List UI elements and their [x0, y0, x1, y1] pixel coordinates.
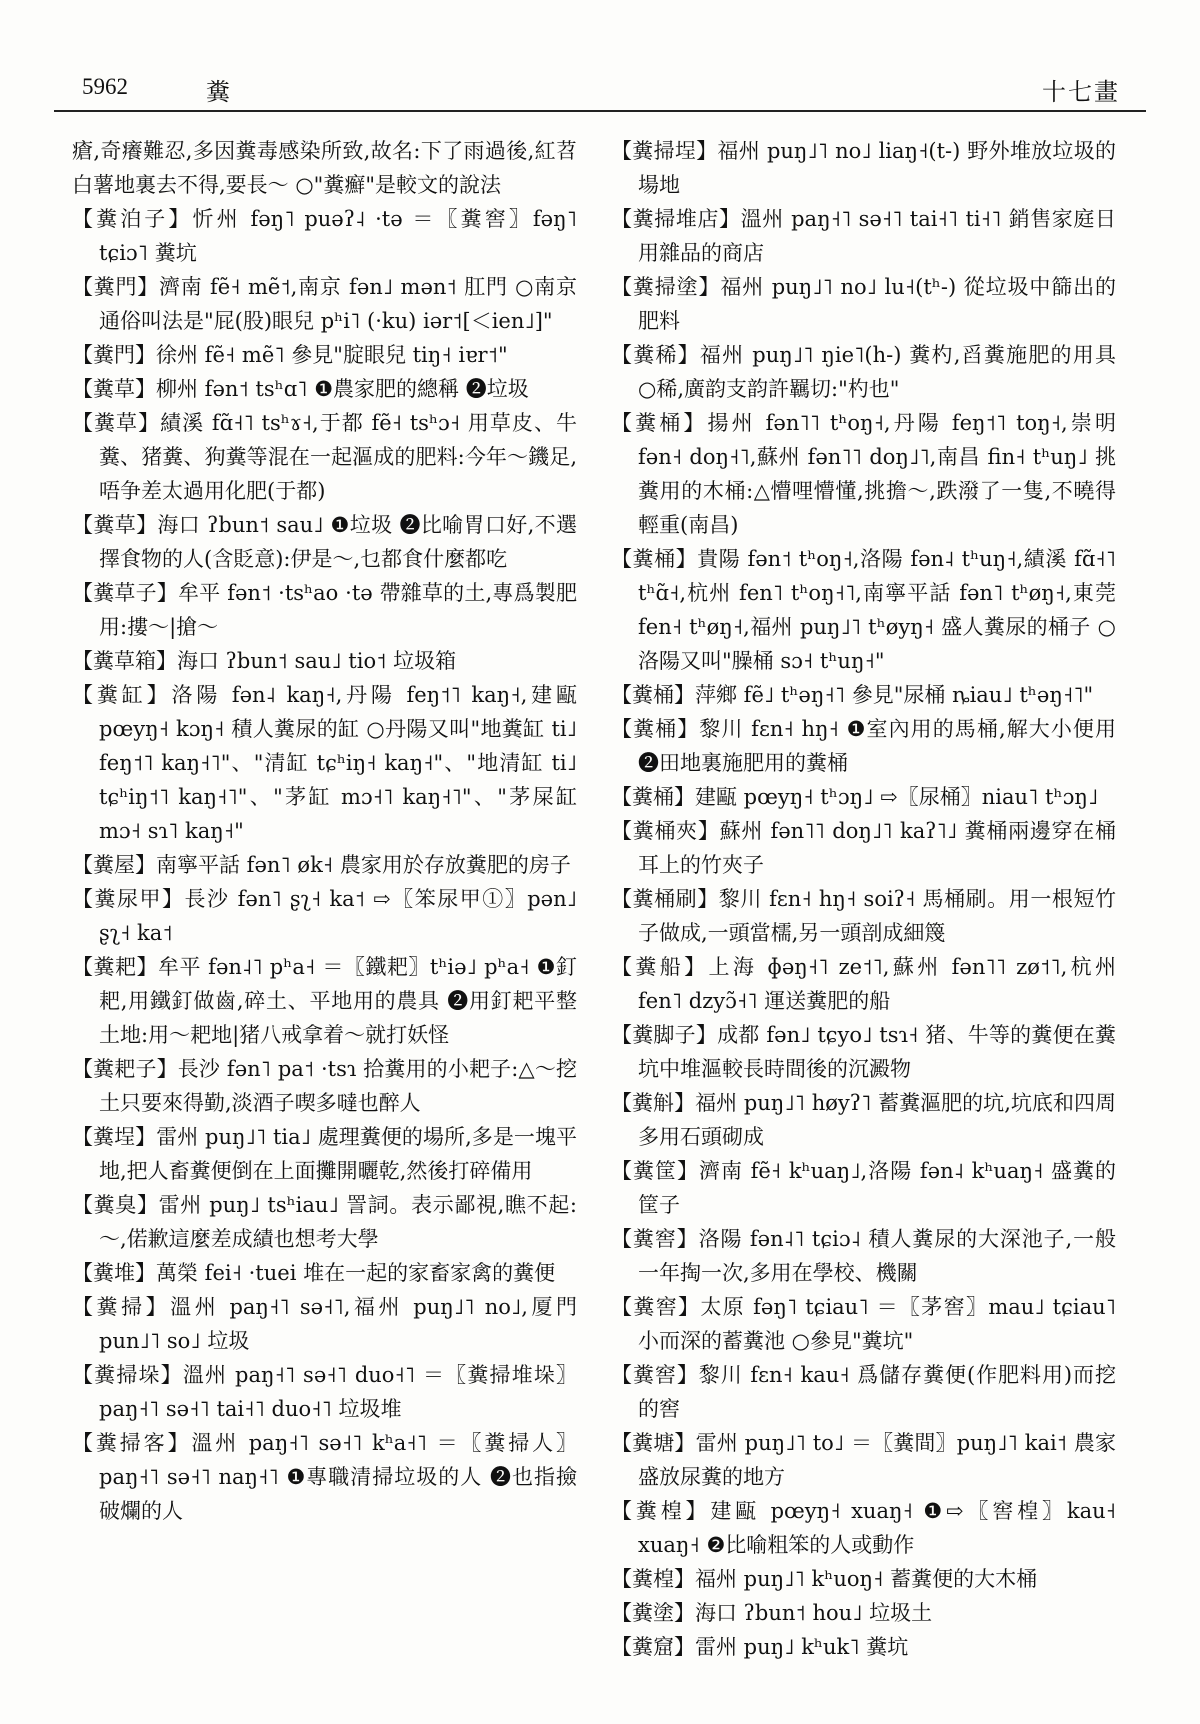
dictionary-entry: 【糞桶】建甌 pœyŋ˧ tʰɔŋ˩ ⇨〖尿桶〗niau˥ tʰɔŋ˩ — [611, 785, 1099, 809]
dictionary-entry: 【糞塗】海口 ʔbun˦ hou˩ 垃圾土 — [611, 1601, 933, 1625]
dictionary-entry: 【糞臭】雷州 puŋ˩ tsʰiau˩ 詈詞。表示鄙視,瞧不起:～,偌歉這麼差成績也想考大學 — [72, 1193, 577, 1251]
dictionary-entry: 【糞桶】萍鄉 fẽ˩ tʰəŋ˧˥ 參見"尿桶 ȵiau˩ tʰəŋ˧˥" — [611, 683, 1094, 707]
dictionary-entry: 【糞堆】萬榮 fei˧ ·tuei 堆在一起的家畜家禽的糞便 — [72, 1261, 556, 1285]
dictionary-entry: 【糞窖】洛陽 fən˨˥ tɕiɔ˨ 積人糞尿的大深池子,一般一年掏一次,多用在學校、機關 — [611, 1227, 1116, 1285]
dictionary-entry: 【糞屋】南寧平話 fən˥ øk˧ 農家用於存放糞肥的房子 — [72, 853, 571, 877]
dictionary-entry: 【糞草】績溪 fɑ̃˧˥ tsʰɤ˧,于都 fẽ˧ tsʰɔ˧ 用草皮、牛糞、猪糞、狗糞等混在一起漚成的肥料:今年～鐖足,唔争差太過用化肥(于都) — [72, 411, 577, 503]
dictionary-entry: 【糞窖】黎川 fɛn˧ kau˧ 爲儲存糞便(作肥料用)而挖的窖 — [611, 1363, 1116, 1421]
dictionary-entry: 【糞門】徐州 fẽ˧ mẽ˥ 參見"腚眼兒 tiŋ˧ iɐr˦" — [72, 343, 508, 367]
page-number: 5962 — [82, 74, 128, 99]
dictionary-entry: 【糞草箱】海口 ʔbun˦ sau˩ tio˦ 垃圾箱 — [72, 649, 457, 673]
dictionary-entry: 【糞桶】揚州 fən˥˥ tʰoŋ˧,丹陽 feŋ˦˥ toŋ˧,崇明 fən˧ doŋ˧˥,蘇州 fən˥˥ doŋ˩˥,南昌 fin˧ tʰuŋ˩ 挑糞用的木桶:△懵哩懵懂,挑擔～,跌潑了一隻,不曉得輕重(南昌) — [611, 411, 1116, 537]
dictionary-entry: 【糞桶夾】蘇州 fən˥˥ doŋ˩˥ kaʔ˥˩ 糞桶兩邊穿在桶耳上的竹夾子 — [611, 819, 1116, 877]
dictionary-entry: 【糞掃垛】溫州 paŋ˧˥ sə˧˥ duo˧˥ ＝〖糞掃堆垛〗paŋ˧˥ sə˧˥ tai˧˥ duo˧˥ 垃圾堆 — [72, 1363, 577, 1421]
dictionary-entry: 【糞斛】福州 puŋ˩˥ høyʔ˥ 蓄糞漚肥的坑,坑底和四周多用石頭砌成 — [611, 1091, 1116, 1149]
dictionary-entry: 【糞草】海口 ʔbun˦ sau˩ ❶垃圾 ❷比喻胃口好,不選擇食物的人(含貶意):伊是～,乜都食什麼都吃 — [72, 513, 577, 571]
dictionary-entry: 【糞塘】雷州 puŋ˩˥ to˩ ＝〖糞間〗puŋ˩˥ kai˦ 農家盛放尿糞的地方 — [611, 1431, 1116, 1489]
dictionary-entry: 【糞掃堆店】溫州 paŋ˧˥ sə˧˥ tai˧˥ ti˧˥ 銷售家庭日用雜品的商店 — [611, 207, 1116, 265]
dictionary-entry: 【糞筐】濟南 fẽ˧ kʰuaŋ˩,洛陽 fən˨ kʰuaŋ˧ 盛糞的筐子 — [611, 1159, 1116, 1217]
dictionary-entry: 【糞掃】溫州 paŋ˧˥ sə˧˥,福州 puŋ˩˥ no˩,厦門 pun˩˥ so˩ 垃圾 — [72, 1295, 577, 1353]
dictionary-entry: 【糞埕】雷州 puŋ˩˥ tia˩ 處理糞便的場所,多是一塊平地,把人畜糞便倒在上面攤開曬乾,然後打碎備用 — [72, 1125, 577, 1183]
dictionary-entry: 【糞尿甲】長沙 fən˥ ʂʅ˧ ka˦ ⇨〖笨尿甲①〗pən˩ ʂʅ˧ ka˦ — [72, 887, 577, 945]
dictionary-entry: 【糞窟】雷州 puŋ˩ kʰuk˥ 糞坑 — [611, 1635, 909, 1659]
dictionary-entry: 【糞門】濟南 fẽ˧ mẽ˦,南京 fən˩ mən˦ 肛門 ○南京通俗叫法是"屁(股)眼兒 pʰi˥ (·ku) iər˦[＜ien˩]" — [72, 275, 577, 333]
dictionary-entry: 【糞耙】牟平 fən˨˥ pʰa˧ ＝〖鐵耙〗tʰiə˩ pʰa˧ ❶釘耙,用鐵釘做齒,碎土、平地用的農具 ❷用釘耙平整土地:用～耙地|猪八戒拿着～就打妖怪 — [72, 955, 577, 1047]
dictionary-entry: 【糞船】上海 ɸəŋ˧˥ ze˦˥,蘇州 fən˥˥ zø˦˥,杭州 fen˥ dzyɔ̃˧˥ 運送糞肥的船 — [611, 955, 1116, 1013]
dictionary-entry: 【糞掃客】溫州 paŋ˧˥ sə˧˥ kʰa˧˥ ＝〖糞掃人〗paŋ˧˥ sə˧˥ naŋ˧˥ ❶專職清掃垃圾的人 ❷也指撿破爛的人 — [72, 1431, 577, 1523]
left-column — [72, 134, 577, 1699]
dictionary-entry: 【糞楻】福州 puŋ˩˥ kʰuoŋ˧ 蓄糞便的大木桶 — [611, 1567, 1038, 1591]
head-character: 糞 — [206, 80, 230, 106]
entry-continuation: 瘡,奇癢難忍,多因糞毒感染所致,故名:下了雨過後,紅苕白薯地裏去不得,要長～ ○"糞癬"是較文的說法 — [72, 139, 577, 197]
dictionary-entry: 【糞桶】黎川 fɛn˧ hŋ˧ ❶室內用的馬桶,解大小便用 ❷田地裏施肥用的糞桶 — [611, 717, 1116, 775]
dictionary-entry: 【糞缸】洛陽 fən˨ kaŋ˧,丹陽 feŋ˦˥ kaŋ˧,建甌 pœyŋ˧ kɔŋ˧ 積人糞尿的缸 ○丹陽又叫"地糞缸 ti˩ feŋ˦˥ kaŋ˧˥"、"清缸 tɕʰiŋ˧ kaŋ˧"、"地清缸 ti˩ tɕʰiŋ˦˥ kaŋ˧˥"、"茅缸 mɔ˧˥ kaŋ˧˥"、"茅屎缸 mɔ˧ sɿ˥ kaŋ˧" — [72, 683, 577, 843]
dictionary-entry: 【糞草子】牟平 fən˦ ·tsʰao ·tə 帶雜草的土,專爲製肥用:摟～|搶～ — [72, 581, 577, 639]
dictionary-entry: 【糞掃埕】福州 puŋ˩˥ no˩ liaŋ˧(t-) 野外堆放垃圾的場地 — [611, 139, 1116, 197]
dictionary-entry: 【糞桶刷】黎川 fɛn˧ hŋ˧ soiʔ˧ 馬桶刷。用一根短竹子做成,一頭當檽,另一頭剖成細篾 — [611, 887, 1116, 945]
dictionary-entry: 【糞泊子】忻州 fəŋ˥ puəʔ˨ ·tə ＝〖糞窖〗fəŋ˥ tɕiɔ˥ 糞坑 — [72, 207, 577, 265]
dictionary-entry: 【糞掃塗】福州 puŋ˩˥ no˩ lu˧(tʰ-) 從垃圾中篩出的肥料 — [611, 275, 1116, 333]
dictionary-entry: 【糞桶】貴陽 fən˦ tʰoŋ˧,洛陽 fən˨ tʰuŋ˧,績溪 fɑ̃˧˥ tʰɑ̃˧,杭州 fen˥ tʰoŋ˧˥,南寧平話 fən˥ tʰøŋ˧,東莞 fen˧ tʰøŋ˧,福州 puŋ˩˥ tʰøyŋ˧ 盛人糞尿的桶子 ○洛陽又叫"臊桶 sɔ˧ tʰuŋ˧" — [611, 547, 1116, 673]
stroke-section: 十七畫 — [1042, 80, 1120, 106]
dictionary-entry: 【糞窖】太原 fəŋ˥ tɕiau˥ ＝〖茅窖〗mau˩ tɕiau˥ 小而深的蓄糞池 ○參見"糞坑" — [611, 1295, 1116, 1353]
dictionary-entry: 【糞稀】福州 puŋ˩˥ ŋie˥(h-) 糞杓,舀糞施肥的用具 ○稀,廣韵支韵許羈切:"杓也" — [611, 343, 1116, 401]
dictionary-entry: 【糞草】柳州 fən˦ tsʰɑ˥ ❶農家肥的總稱 ❷垃圾 — [72, 377, 529, 401]
right-column — [611, 134, 1116, 1699]
dictionary-entry: 【糞脚子】成都 fən˩ tɕyo˩ tsɿ˧ 猪、牛等的糞便在糞坑中堆漚較長時間後的沉澱物 — [611, 1023, 1116, 1081]
dictionary-entry: 【糞楻】建甌 pœyŋ˧ xuaŋ˧ ❶⇨〖窖楻〗kau˧ xuaŋ˧ ❷比喻粗笨的人或動作 — [611, 1499, 1116, 1557]
dictionary-entry: 【糞耙子】長沙 fən˥ pa˦ ·tsɿ 拾糞用的小耙子:△～挖土只要來得勤,淡酒子喫多噠也醉人 — [72, 1057, 577, 1115]
page-header — [54, 70, 1146, 112]
